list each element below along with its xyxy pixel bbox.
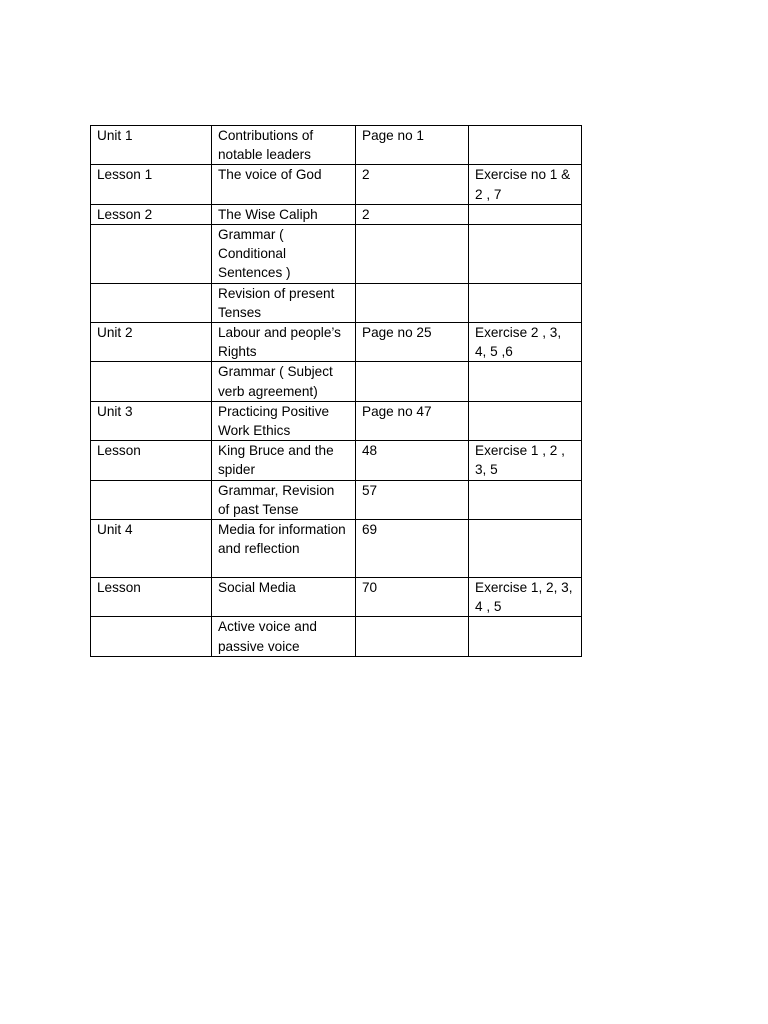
table-cell: Exercise 1 , 2 , 3, 5 bbox=[469, 441, 582, 480]
table-cell bbox=[469, 225, 582, 284]
table-row bbox=[91, 578, 582, 617]
table-cell: Labour and people’s Rights bbox=[212, 323, 356, 362]
syllabus-table bbox=[90, 125, 582, 657]
table-row bbox=[91, 617, 582, 656]
table-cell: Exercise no 1 & 2 , 7 bbox=[469, 165, 582, 204]
table-cell: 48 bbox=[356, 441, 469, 480]
table-row bbox=[91, 204, 582, 224]
table-cell: Lesson bbox=[91, 578, 212, 617]
table-cell bbox=[469, 126, 582, 165]
table-cell bbox=[469, 480, 582, 519]
table-cell: Practicing Positive Work Ethics bbox=[212, 401, 356, 440]
table-cell: 57 bbox=[356, 480, 469, 519]
table-cell bbox=[469, 204, 582, 224]
table-cell bbox=[91, 362, 212, 401]
table-cell bbox=[469, 617, 582, 656]
table-cell bbox=[356, 362, 469, 401]
table-cell: Unit 4 bbox=[91, 520, 212, 578]
table-row bbox=[91, 480, 582, 519]
table-cell: 69 bbox=[356, 520, 469, 578]
table-cell: Exercise 2 , 3, 4, 5 ,6 bbox=[469, 323, 582, 362]
table-cell: 2 bbox=[356, 204, 469, 224]
table-cell: Exercise 1, 2, 3, 4 , 5 bbox=[469, 578, 582, 617]
table-cell bbox=[356, 283, 469, 322]
table-cell: King Bruce and the spider bbox=[212, 441, 356, 480]
table-cell: Grammar ( Conditional Sentences ) bbox=[212, 225, 356, 284]
table-cell bbox=[356, 617, 469, 656]
table-cell bbox=[91, 480, 212, 519]
table-cell: Active voice and passive voice bbox=[212, 617, 356, 656]
table-row bbox=[91, 520, 582, 578]
table-cell: The Wise Caliph bbox=[212, 204, 356, 224]
table-cell bbox=[469, 520, 582, 578]
table-cell: Contributions of notable leaders bbox=[212, 126, 356, 165]
table-cell: Social Media bbox=[212, 578, 356, 617]
table-cell: Media for information and reflection bbox=[212, 520, 356, 578]
table-row bbox=[91, 401, 582, 440]
table-row bbox=[91, 165, 582, 204]
table-cell bbox=[356, 225, 469, 284]
table-row bbox=[91, 225, 582, 284]
table-cell bbox=[91, 225, 212, 284]
table-cell bbox=[91, 617, 212, 656]
table-cell: Page no 1 bbox=[356, 126, 469, 165]
table-cell bbox=[469, 401, 582, 440]
table-cell: Unit 2 bbox=[91, 323, 212, 362]
table-cell: Revision of present Tenses bbox=[212, 283, 356, 322]
table-row bbox=[91, 283, 582, 322]
table-row bbox=[91, 441, 582, 480]
table-row bbox=[91, 362, 582, 401]
table-cell: Unit 1 bbox=[91, 126, 212, 165]
table-cell: Lesson 2 bbox=[91, 204, 212, 224]
table-cell: Grammar, Revision of past Tense bbox=[212, 480, 356, 519]
table-cell bbox=[469, 362, 582, 401]
table-cell: The voice of God bbox=[212, 165, 356, 204]
table-cell: Lesson 1 bbox=[91, 165, 212, 204]
table-cell: Unit 3 bbox=[91, 401, 212, 440]
table-cell bbox=[91, 283, 212, 322]
table-row bbox=[91, 323, 582, 362]
table-cell: 70 bbox=[356, 578, 469, 617]
table-cell: 2 bbox=[356, 165, 469, 204]
table-cell bbox=[469, 283, 582, 322]
table-cell: Grammar ( Subject verb agreement) bbox=[212, 362, 356, 401]
table-cell: Lesson bbox=[91, 441, 212, 480]
table-row bbox=[91, 126, 582, 165]
table-cell: Page no 47 bbox=[356, 401, 469, 440]
table-cell: Page no 25 bbox=[356, 323, 469, 362]
